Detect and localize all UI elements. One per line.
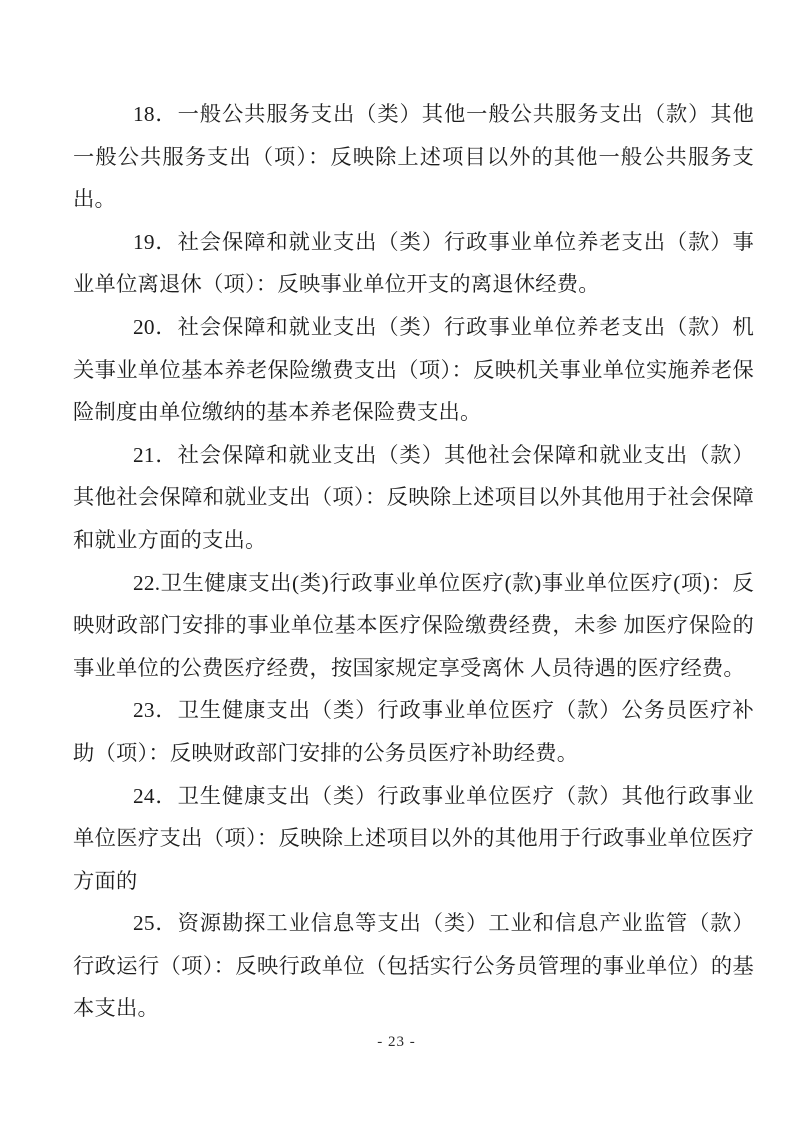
paragraph-item-24: 24．卫生健康支出（类）行政事业单位医疗（款）其他行政事业单位医疗支出（项）：反映除上述项目以外的其他用于行政事业单位医疗方面的 [73,783,754,893]
page-number: - 23 - [377,1034,416,1050]
paragraph-item-21: 21．社会保障和就业支出（类）其他社会保障和就业支出（款）其他社会保障和就业支出（项）：反映除上述项目以外其他用于社会保障和就业方面的支出。 [73,442,754,552]
paragraph-item-18: 18．一般公共服务支出（类）其他一般公共服务支出（款）其他一般公共服务支出（项）：反映除上述项目以外的其他一般公共服务支出。 [73,102,754,212]
paragraph-item-23: 23．卫生健康支出（类）行政事业单位医疗（款）公务员医疗补助（项）：反映财政部门安排的公务员医疗补助经费。 [73,698,754,765]
page-body [73,93,754,1030]
paragraph-item-20: 20．社会保障和就业支出（类）行政事业单位养老支出（款）机关事业单位基本养老保险缴费支出（项）：反映机关事业单位实施养老保险制度由单位缴纳的基本养老保险费支出。 [73,314,754,425]
paragraph-item-19: 19．社会保障和就业支出（类）行政事业单位养老支出（款）事业单位离退休（项）：反映事业单位开支的离退休经费。 [73,229,754,297]
paragraph-item-25: 25．资源勘探工业信息等支出（类）工业和信息产业监管（款）行政运行（项）：反映行政单位（包括实行公务员管理的事业单位）的基本支出。 [73,911,754,1021]
paragraph-item-22: 22.卫生健康支出(类)行政事业单位医疗(款)事业单位医疗(项)：反映财政部门安排的事业单位基本医疗保险缴费经费，未参 加医疗保险的事业单位的公费医疗经费，按国家规定享受离休 人员待遇的医疗经费。 [73,570,754,680]
